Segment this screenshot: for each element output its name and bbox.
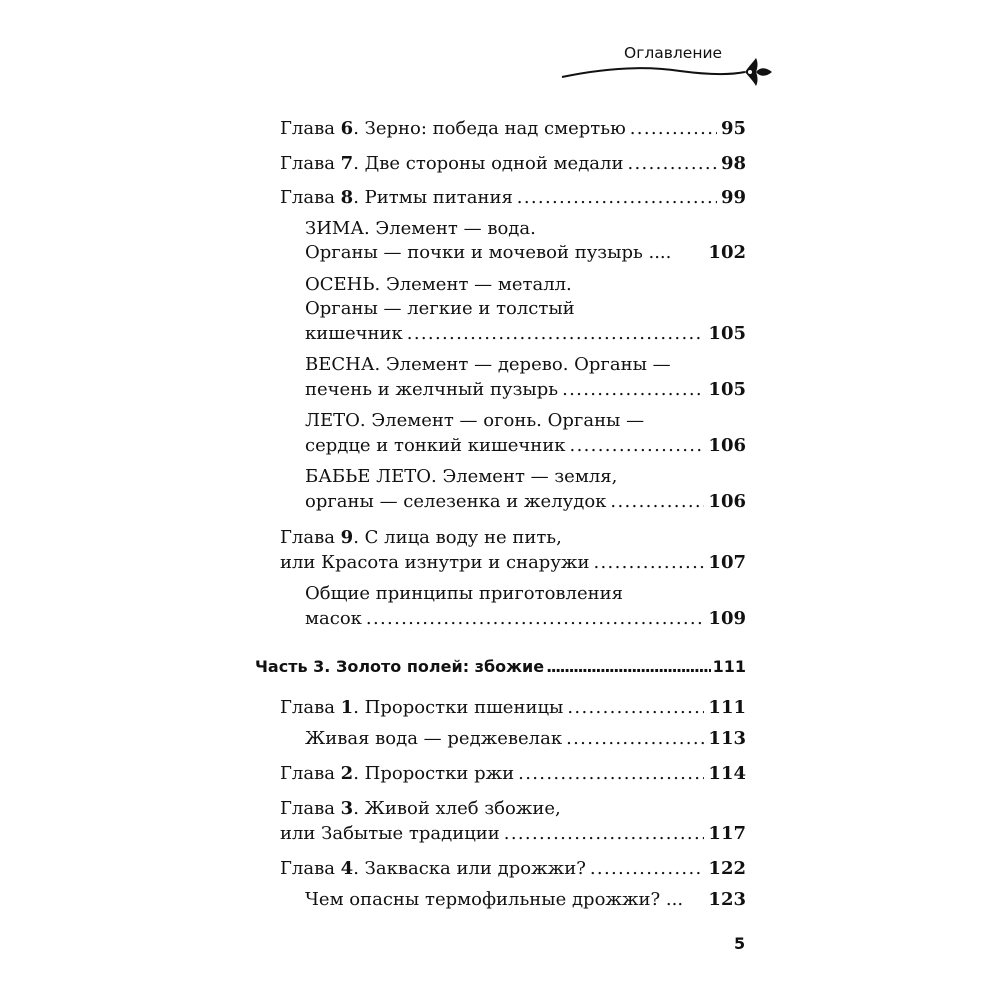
toc-entry-title: Глава 4. Закваска или дрожжи? <box>280 858 586 879</box>
toc-page-number: 123 <box>708 889 746 910</box>
toc-part-title: Часть 3. Золото полей: збожие <box>255 657 545 676</box>
toc-page-number: 113 <box>708 728 746 749</box>
running-header-title: Оглавление <box>624 44 723 62</box>
toc-subentry[interactable] <box>305 889 746 911</box>
toc-subentry[interactable] <box>305 242 746 264</box>
flourish-ornament-icon <box>560 57 775 87</box>
toc-subentry-line: Органы — легкие и толстый <box>305 298 575 319</box>
toc-entry[interactable] <box>280 552 746 574</box>
toc-entry-title: или Красота изнутри и снаружи <box>280 552 590 573</box>
dot-leader <box>567 697 704 719</box>
toc-subentry-line: ЛЕТО. Элемент — огонь. Органы — <box>305 410 645 431</box>
toc-entry-title: кишечник <box>305 323 403 344</box>
toc-entry[interactable] <box>280 858 746 880</box>
toc-entry-line: Глава 9. С лица воду не пить, <box>280 527 562 548</box>
toc-page-number: 99 <box>720 187 746 208</box>
toc-entry-title: Глава 1. Проростки пшеницы <box>280 697 564 718</box>
toc-entry-title: или Забытые традиции <box>280 823 500 844</box>
toc-page-number: 95 <box>720 118 746 139</box>
toc-page-number: 98 <box>720 153 746 174</box>
toc-entry-title: Глава 2. Проростки ржи <box>280 763 515 784</box>
toc-entry-title: Органы — почки и мочевой пузырь .... <box>305 242 672 263</box>
dot-leader <box>517 187 717 209</box>
toc-entry-title: сердце и тонкий кишечник <box>305 435 566 456</box>
page-number: 5 <box>734 934 746 953</box>
toc-page-number: 105 <box>708 379 746 400</box>
dot-leader <box>630 118 717 140</box>
toc-page-number: 109 <box>708 608 746 629</box>
toc-page-number: 106 <box>708 435 746 456</box>
toc-subentry[interactable] <box>305 728 746 750</box>
toc-entry-line: Глава 3. Живой хлеб збожие, <box>280 798 561 819</box>
toc-subentry-line: БАБЬЕ ЛЕТО. Элемент — земля, <box>305 466 618 487</box>
toc-subentry[interactable] <box>305 608 746 630</box>
dot-leader <box>504 823 705 845</box>
toc-subentry[interactable] <box>305 379 746 401</box>
toc-page-number: 105 <box>708 323 746 344</box>
toc-entry[interactable] <box>280 763 746 785</box>
toc-subentry-line: ОСЕНЬ. Элемент — металл. <box>305 274 572 295</box>
toc-entry[interactable] <box>280 118 746 140</box>
toc-subentry-line: ВЕСНА. Элемент — дерево. Органы — <box>305 354 671 375</box>
dot-leader <box>610 491 704 513</box>
toc-entry-title: масок <box>305 608 362 629</box>
toc-page-number: 122 <box>708 858 746 879</box>
toc-entry-title: Чем опасны термофильные дрожжи? ... <box>305 889 684 910</box>
dot-leader <box>546 657 710 677</box>
toc-entry[interactable] <box>280 187 746 209</box>
dot-leader <box>518 763 704 785</box>
toc-entry-title: печень и желчный пузырь <box>305 379 559 400</box>
toc-entry-title: Живая вода — реджевелак <box>305 728 563 749</box>
toc-page-number: 102 <box>708 242 746 263</box>
toc-page-number: 117 <box>708 823 746 844</box>
toc-entry[interactable] <box>280 823 746 845</box>
toc-subentry[interactable] <box>305 435 746 457</box>
dot-leader <box>407 323 705 345</box>
toc-page-number: 111 <box>708 697 746 718</box>
toc-subentry-line: Общие принципы приготовления <box>305 583 623 604</box>
toc-entry-title: Глава 8. Ритмы питания <box>280 187 513 208</box>
toc-subentry[interactable] <box>305 323 746 345</box>
toc-page-number: 106 <box>708 491 746 512</box>
toc-page-number: 107 <box>708 552 746 573</box>
toc-page-number: 114 <box>708 763 746 784</box>
toc-entry[interactable] <box>280 153 746 175</box>
toc-subentry[interactable] <box>305 491 746 513</box>
dot-leader <box>570 435 705 457</box>
toc-entry-title: Глава 6. Зерно: победа над смертью <box>280 118 626 139</box>
dot-leader <box>590 858 705 880</box>
dot-leader <box>562 379 704 401</box>
toc-page-number: 111 <box>712 657 746 676</box>
toc-entry-title: органы — селезенка и желудок <box>305 491 607 512</box>
toc-subentry-line: ЗИМА. Элемент — вода. <box>305 218 536 239</box>
dot-leader <box>366 608 705 630</box>
dot-leader <box>566 728 704 750</box>
dot-leader <box>593 552 704 574</box>
toc-part-heading[interactable] <box>255 657 746 677</box>
toc-entry[interactable] <box>280 697 746 719</box>
toc-entry-title: Глава 7. Две стороны одной медали <box>280 153 624 174</box>
dot-leader <box>627 153 716 175</box>
